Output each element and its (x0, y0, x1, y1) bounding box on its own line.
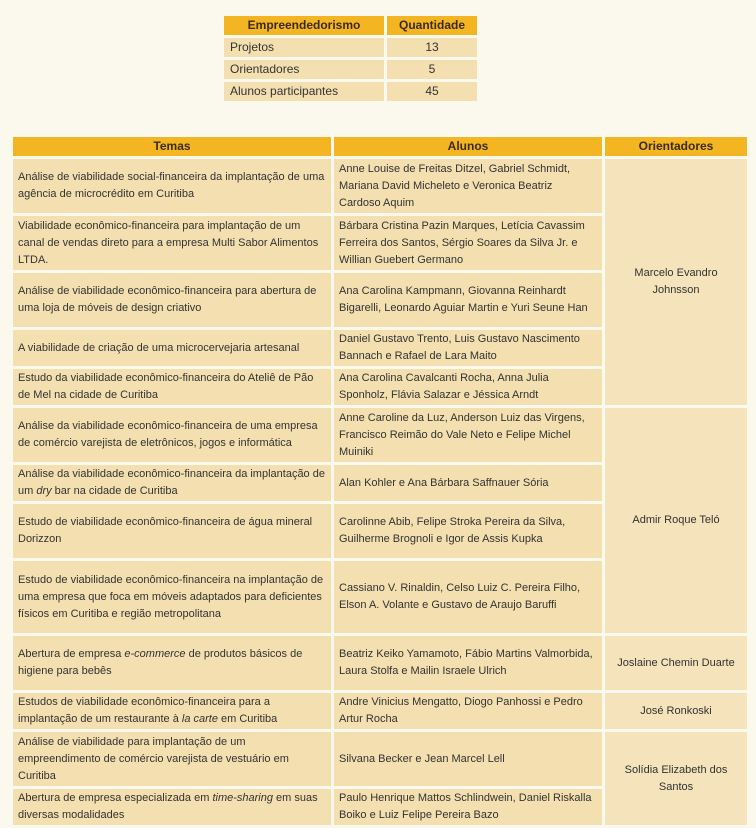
alunos-cell: Bárbara Cristina Pazin Marques, Letícia Cavassim Ferreira dos Santos, Sérgio Soares da Silva Jr. e Willian Guebert Germano (334, 216, 602, 270)
header-alunos: Alunos (334, 137, 602, 156)
tema-italic-text: time-sharing (212, 792, 273, 804)
tema-text: de produtos básicos de higiene para bebês (18, 648, 303, 677)
tema-text: em suas diversas modalidades (18, 792, 318, 821)
tema-cell: Análise de viabilidade para implantação de um empreendimento de comércio varejista de vestuário em Curitiba (13, 732, 331, 786)
tema-cell: Análise de viabilidade social-financeira da implantação de uma agência de microcrédito em Curitiba (13, 159, 331, 213)
alunos-cell: Cassiano V. Rinaldin, Celso Luiz C. Pereira Filho, Elson A. Volante e Gustavo de Araujo Baruffi (334, 561, 602, 633)
table-row (13, 159, 747, 213)
alunos-cell: Anne Caroline da Luz, Anderson Luiz das Virgens, Francisco Reimão do Vale Neto e Felipe Michel Muiniki (334, 408, 602, 462)
tema-cell: Estudo de viabilidade econômico-financeira na implantação de uma empresa que foca em móveis adaptados para deficientes físicos em Curitiba e região metropolitana (13, 561, 331, 633)
alunos-cell: Paulo Henrique Mattos Schlindwein, Daniel Riskalla Boiko e Luiz Felipe Pereira Bazo (334, 789, 602, 825)
summary-value: 45 (387, 82, 477, 101)
alunos-cell: Silvana Becker e Jean Marcel Lell (334, 732, 602, 786)
orientador-cell: Admir Roque Teló (605, 408, 747, 633)
tema-italic-text: dry (36, 485, 52, 497)
tema-cell: Estudo da viabilidade econômico-financeira do Ateliê de Pão de Mel na cidade de Curitiba (13, 369, 331, 405)
tema-text: Estudos de viabilidade econômico-financeira para a implantação de um restaurante à (18, 696, 270, 725)
tema-cell (13, 693, 331, 729)
tema-cell: Análise da viabilidade econômico-financeira de uma empresa de comércio varejista de eletrônicos, jogos e informática (13, 408, 331, 462)
tema-text: Abertura de empresa (18, 648, 125, 660)
table-row (13, 408, 747, 462)
projects-header-row (13, 137, 747, 156)
alunos-cell: Anne Louise de Freitas Ditzel, Gabriel Schmidt, Mariana David Micheleto e Veronica Beatriz Cardoso Aquim (334, 159, 602, 213)
tema-cell: Análise de viabilidade econômico-financeira para abertura de uma loja de móveis de design criativo (13, 273, 331, 327)
tema-cell: Viabilidade econômico-financeira para implantação de um canal de vendas direto para a empresa Multi Sabor Alimentos LTDA. (13, 216, 331, 270)
summary-value: 13 (387, 38, 477, 57)
summary-header-row (224, 16, 477, 35)
alunos-cell: Ana Carolina Kampmann, Giovanna Reinhardt Bigarelli, Leonardo Aguiar Martin e Yuri Seune Han (334, 273, 602, 327)
tema-cell (13, 465, 331, 501)
summary-row (224, 60, 477, 79)
alunos-cell: Andre Vinicius Mengatto, Diogo Panhossi e Pedro Artur Rocha (334, 693, 602, 729)
projects-table (10, 134, 750, 828)
orientador-cell: Solídia Elizabeth dos Santos (605, 732, 747, 825)
summary-header-quantidade: Quantidade (387, 16, 477, 35)
summary-label: Alunos participantes (224, 82, 384, 101)
tema-cell: A viabilidade de criação de uma microcervejaria artesanal (13, 330, 331, 366)
table-row (13, 636, 747, 690)
tema-italic-text: e-commerce (124, 648, 186, 660)
alunos-cell: Ana Carolina Cavalcanti Rocha, Anna Julia Sponholz, Flávia Salazar e Jéssica Arndt (334, 369, 602, 405)
tema-cell (13, 789, 331, 825)
orientador-cell: Marcelo Evandro Johnsson (605, 159, 747, 405)
table-row (13, 732, 747, 786)
tema-text: bar na cidade de Curitiba (51, 485, 178, 497)
alunos-cell: Alan Kohler e Ana Bárbara Saffnauer Sória (334, 465, 602, 501)
tema-italic-text: la carte (181, 713, 218, 725)
header-orientadores: Orientadores (605, 137, 747, 156)
header-temas: Temas (13, 137, 331, 156)
tema-text: em Curitiba (217, 713, 278, 725)
summary-label: Orientadores (224, 60, 384, 79)
orientador-cell: José Ronkoski (605, 693, 747, 729)
summary-header-empreendedorismo: Empreendedorismo (224, 16, 384, 35)
alunos-cell: Daniel Gustavo Trento, Luis Gustavo Nascimento Bannach e Rafael de Lara Maito (334, 330, 602, 366)
tema-text: Análise da viabilidade econômico-financeira da implantação de um (18, 468, 325, 497)
summary-row (224, 38, 477, 57)
orientador-cell: Joslaine Chemin Duarte (605, 636, 747, 690)
tema-text: Abertura de empresa especializada em (18, 792, 213, 804)
alunos-cell: Beatriz Keiko Yamamoto, Fábio Martins Valmorbida, Laura Stolfa e Mailin Israele Ulrich (334, 636, 602, 690)
alunos-cell: Carolinne Abib, Felipe Stroka Pereira da Silva, Guilherme Brognoli e Igor de Assis Kupka (334, 504, 602, 558)
summary-label: Projetos (224, 38, 384, 57)
summary-value: 5 (387, 60, 477, 79)
table-row (13, 693, 747, 729)
summary-table (221, 13, 480, 104)
summary-row (224, 82, 477, 101)
tema-cell (13, 636, 331, 690)
tema-cell: Estudo de viabilidade econômico-financeira de água mineral Dorizzon (13, 504, 331, 558)
